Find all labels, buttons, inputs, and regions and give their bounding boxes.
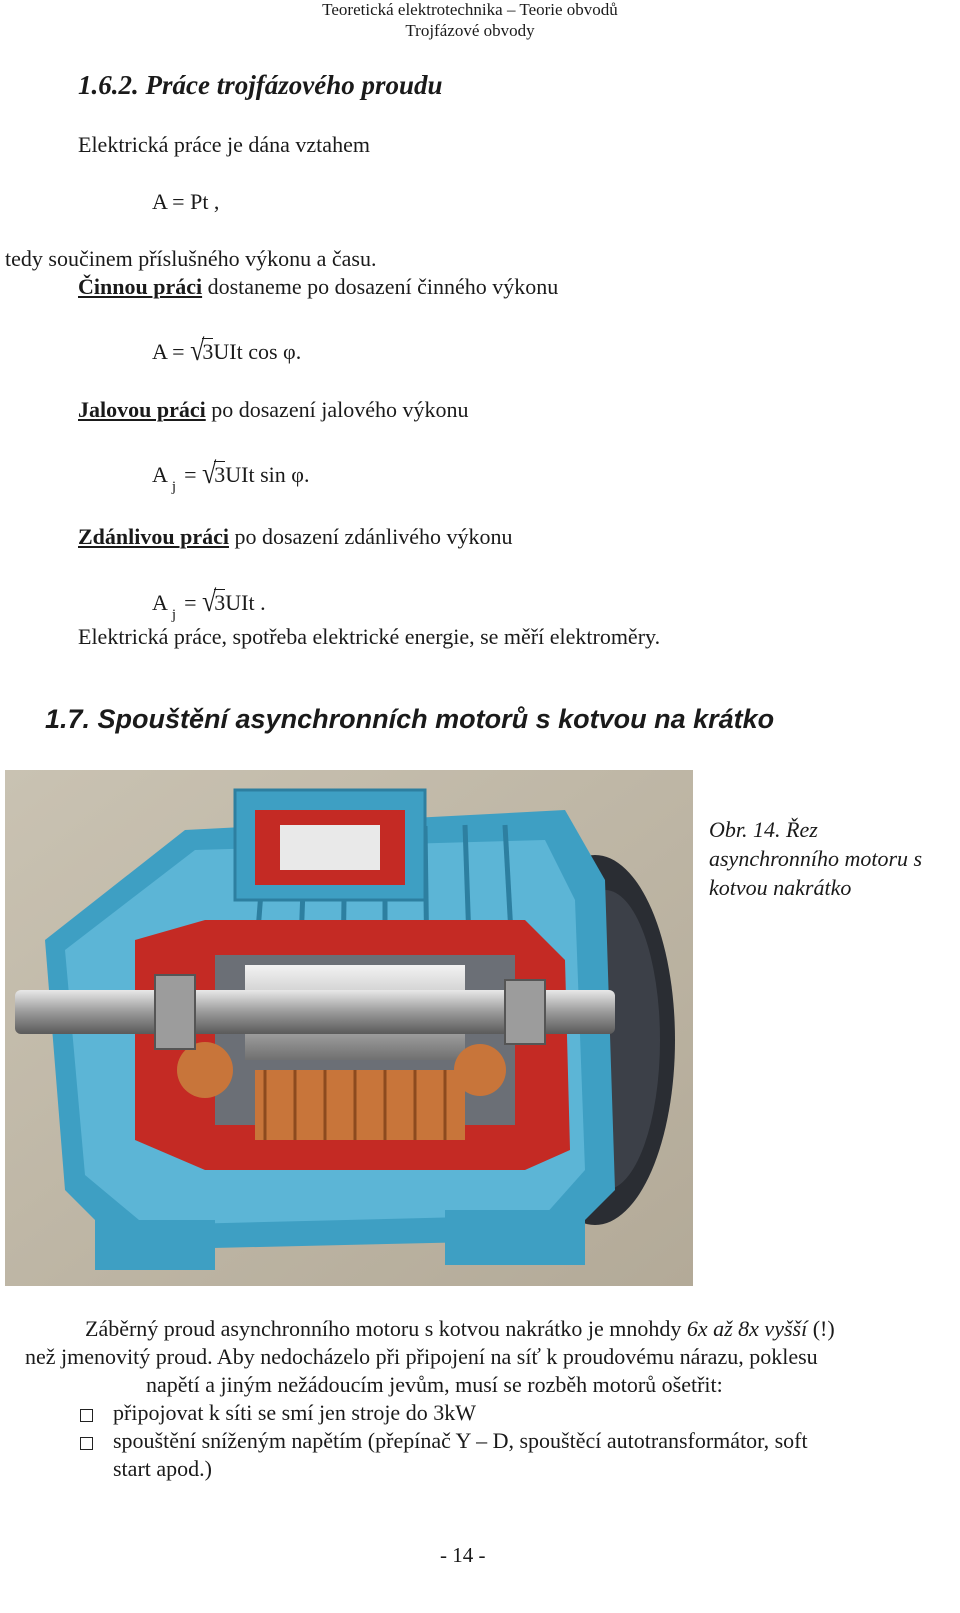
sqrt-symbol: √3: [201, 584, 226, 619]
formula-apparent-sub: j: [171, 607, 177, 623]
apparent-work-term: Zdánlivou práci: [78, 524, 229, 549]
formula-active-rhs: UIt cos φ.: [213, 339, 302, 364]
bullet-box-icon: [80, 1437, 93, 1455]
reactive-work-rest: po dosazení jalového výkonu: [205, 397, 469, 422]
section-title-17: 1.7. Spouštění asynchronních motorů s kotvou na krátko: [45, 704, 775, 734]
paragraph-line-1-start: Záběrný proud asynchronního motoru s kotvou nakrátko je mnohdy: [85, 1316, 687, 1341]
formula-reactive-lhs: A: [152, 462, 168, 487]
formula-reactive-rhs: UIt sin φ.: [225, 462, 310, 487]
bullet-box-icon: [80, 1409, 93, 1427]
formula-reactive: [152, 456, 310, 495]
formula-apparent-radicand: 3: [214, 590, 226, 615]
paragraph-line-2: než jmenovitý proud. Aby nedocházelo při připojení na síť k proudovému nárazu, poklesu: [25, 1344, 818, 1369]
formula-apparent-rhs: UIt .: [225, 590, 266, 615]
formula-apparent-lhs: A: [152, 590, 168, 615]
formula-reactive-sub: j: [171, 479, 177, 495]
formula-active: [152, 333, 302, 368]
section-title-162: 1.6.2. Práce trojfázového proudu: [78, 70, 443, 100]
apparent-work-line: [78, 524, 512, 550]
paragraph-line-1-end: (!): [807, 1316, 835, 1341]
formula-basic: A = Pt ,: [152, 189, 220, 214]
sqrt-symbol: √3: [190, 333, 214, 368]
reactive-work-term: Jalovou práci: [78, 397, 206, 422]
active-work-rest: dostaneme po dosazení činného výkonu: [202, 274, 559, 299]
running-header-subtitle: Trojfázové obvody: [405, 21, 535, 40]
figure-caption: Obr. 14. Řez asynchronního motoru s kotvou nakrátko: [709, 817, 923, 900]
closing-text: Elektrická práce, spotřeba elektrické energie, se měří elektroměry.: [78, 624, 661, 649]
page-number: - 14 -: [440, 1543, 486, 1567]
paragraph-line-1: [85, 1316, 835, 1342]
active-work-term: Činnou práci: [78, 274, 203, 299]
intro-text: Elektrická práce je dána vztahem: [78, 132, 370, 157]
after-basic-text: tedy součinem příslušného výkonu a času.: [5, 246, 377, 271]
formula-apparent: [152, 584, 266, 623]
bullet-item-2-continued: start apod.): [113, 1456, 212, 1481]
sqrt-symbol: √3: [201, 456, 226, 491]
formula-active-radicand: 3: [202, 339, 214, 364]
paragraph-line-3: napětí a jiným nežádoucím jevům, musí se rozběh motorů ošetřit:: [146, 1372, 723, 1397]
paragraph-line-1-italic: 6x až 8x vyšší: [686, 1316, 808, 1341]
running-header-title: Teoretická elektrotechnika – Teorie obvodů: [322, 0, 618, 19]
reactive-work-line: [78, 397, 468, 423]
motor-cutaway-image: [5, 770, 693, 1286]
formula-active-lhs: A =: [152, 339, 185, 364]
apparent-work-rest: po dosazení zdánlivého výkonu: [228, 524, 513, 549]
active-work-line: [78, 274, 558, 300]
bullet-item-1: připojovat k síti se smí jen stroje do 3kW: [113, 1400, 476, 1425]
formula-reactive-eq: =: [184, 462, 197, 487]
formula-reactive-radicand: 3: [214, 462, 226, 487]
bullet-item-2: spouštění sníženým napětím (přepínač Y – D, spouštěcí autotransformátor, soft: [113, 1428, 808, 1453]
formula-apparent-eq: =: [184, 590, 197, 615]
